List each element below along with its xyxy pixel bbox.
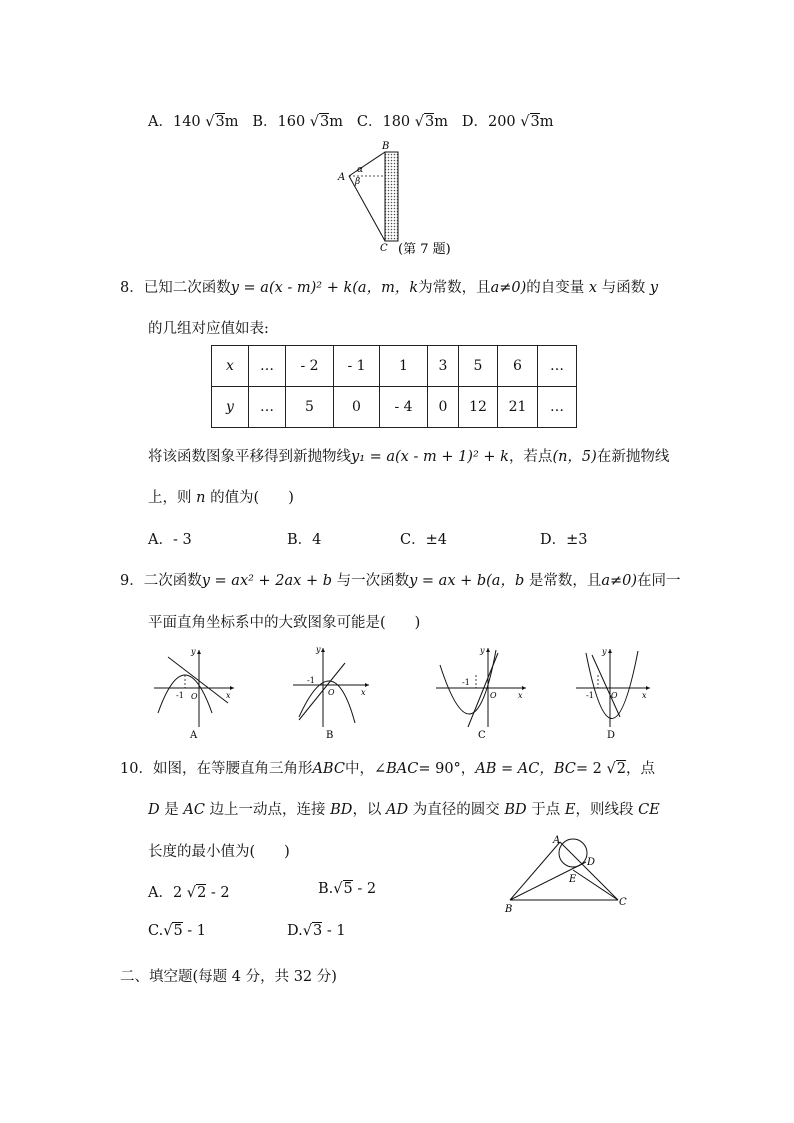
svg-text:-1: -1 xyxy=(462,678,470,687)
svg-text:x: x xyxy=(361,688,366,697)
svg-text:x: x xyxy=(226,691,231,700)
q8-option-b: B．4 xyxy=(287,532,322,548)
q10-line3: 长度的最小值为( ) xyxy=(148,844,290,860)
q7-figure xyxy=(330,138,470,260)
q10-option-a: A．2 √2 - 2 xyxy=(148,885,230,901)
section-2-title: 二、填空题(每题 4 分，共 32 分) xyxy=(120,969,337,985)
svg-text:-1: -1 xyxy=(307,676,315,685)
graph-label-d: D xyxy=(607,730,616,740)
label-beta: β xyxy=(355,177,361,187)
svg-text:y: y xyxy=(316,645,321,654)
q8-question: 上，则 n 的值为( ) xyxy=(148,490,294,506)
q9-stem-line2: 平面直角坐标系中的大致图象可能是( ) xyxy=(148,615,421,631)
svg-text:O: O xyxy=(191,692,198,701)
table-row-x: x … - 2 - 1 1 3 5 6 … xyxy=(212,346,577,387)
label-a: A xyxy=(338,172,346,183)
q10-line1: 10．如图，在等腰直角三角形ABC中，∠BAC= 90°，AB = AC，BC= 2 √2，点 xyxy=(120,761,655,777)
q8-stem: 8．已知二次函数y = a(x - m)² + k(a，m，k为常数，且a≠0)的自变量 x 与函数 y xyxy=(120,280,659,296)
q9-graph-c xyxy=(432,645,532,740)
q10-figure xyxy=(500,832,640,917)
q9-graph-d xyxy=(570,645,660,740)
graph-label-b: B xyxy=(326,730,334,740)
svg-text:A: A xyxy=(553,835,561,846)
q9-graph-a xyxy=(148,645,238,740)
label-b: B xyxy=(382,141,390,152)
svg-text:D: D xyxy=(587,857,596,868)
label-c: C xyxy=(380,243,388,254)
q8-stem-line2: 的几组对应值如表: xyxy=(148,321,269,337)
svg-text:y: y xyxy=(191,647,196,656)
q8-option-d: D．±3 xyxy=(540,532,588,548)
svg-text:-1: -1 xyxy=(176,691,184,700)
svg-text:B: B xyxy=(505,904,513,915)
q7-options xyxy=(148,110,554,131)
svg-text:x: x xyxy=(642,691,647,700)
q10-option-b: B.√5 - 2 xyxy=(318,881,377,897)
q7-option-b: B．160 √3m xyxy=(252,114,344,130)
graph-label-c: C xyxy=(478,730,486,740)
table-row-y: y … 5 0 - 4 0 12 21 … xyxy=(212,387,577,428)
q9-stem: 9．二次函数y = ax² + 2ax + b 与一次函数y = ax + b(a，b 是常数，且a≠0)在同一 xyxy=(120,573,681,589)
q7-option-c: C．180 √3m xyxy=(356,114,448,130)
q8-value-table xyxy=(211,345,577,428)
q10-line2: D 是 AC 边上一动点，连接 BD，以 AD 为直径的圆交 BD 于点 E，则线段 CE xyxy=(148,802,660,818)
q8-translation: 将该函数图象平移得到新抛物线y₁ = a(x - m + 1)² + k，若点(n，5)在新抛物线 xyxy=(148,449,670,465)
diameter-circle xyxy=(559,839,587,867)
q10-option-d: D.√3 - 1 xyxy=(287,923,346,939)
q8-option-c: C．±4 xyxy=(400,532,447,548)
q7-option-a: A．140 √3m xyxy=(148,114,239,130)
q7-option-d: D．200 √3m xyxy=(461,114,554,130)
q9-graph-b xyxy=(287,645,377,740)
svg-text:O: O xyxy=(490,691,497,700)
svg-text:O: O xyxy=(328,688,335,697)
svg-text:y: y xyxy=(602,647,607,656)
label-alpha: α xyxy=(357,165,364,175)
svg-text:x: x xyxy=(518,691,523,700)
building xyxy=(385,152,398,241)
svg-text:C: C xyxy=(619,897,627,908)
figure-caption: (第 7 题) xyxy=(398,242,451,257)
q8-option-a: A．- 3 xyxy=(148,532,192,548)
svg-text:-1: -1 xyxy=(586,691,594,700)
svg-text:O: O xyxy=(611,691,618,700)
svg-text:y: y xyxy=(480,646,485,655)
q10-option-c: C.√5 - 1 xyxy=(148,923,207,939)
graph-label-a: A xyxy=(190,730,198,740)
svg-text:E: E xyxy=(569,874,577,885)
